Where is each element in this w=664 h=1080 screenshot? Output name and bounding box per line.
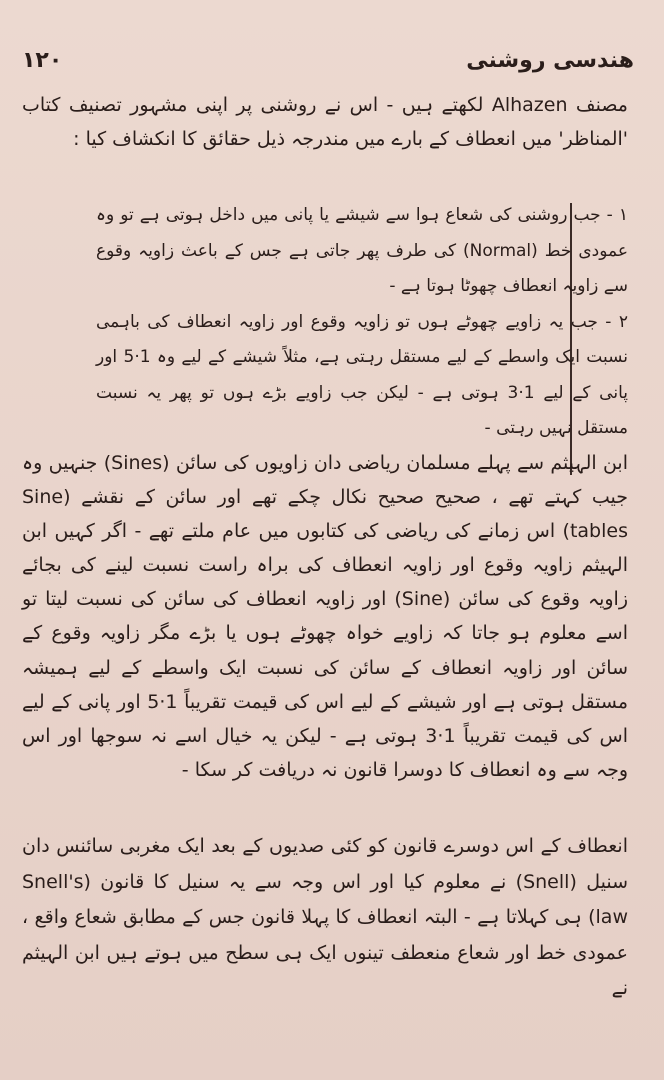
quoted-points	[96, 198, 628, 447]
paragraph-2-text: ابن الہیثم سے پہلے مسلمان ریاضی دان زاویوں کی سائن (Sines) جنہیں وہ جیب کہتے تھے ، صحیح صحیح نکال چکے تھے اور سائن کے نقشے (Sine tables) اس زمانے کی ریاضی کی کتابوں میں عام ملتے تھے - اگر کہیں ابن الہیثم زاویہ وقوع اور زاویہ انعطاف کی براہ راست نسبت لینے کی بجائے زاویہ وقوع کی سائن (Sine) اور زاویہ انعطاف کی سائن کی نسبت لیتا تو اسے معلوم ہو جاتا کہ زاویے خواہ چھوٹے ہوں یا بڑے مگر زاویہ وقوع کے سائن اور زاویہ انعطاف کے سائن کی نسبت ایک واسطے کے لیے ہمیشہ مستقل ہوتی ہے اور شیشے کے لیے اس کی قیمت تقریباً 1·5 اور پانی کے لیے اس کی قیمت تقریباً 1·3 ہوتی ہے - لیکن یہ خیال اسے نہ سوجھا اور اس وجہ سے وہ انعطاف کا دوسرا قانون نہ دریافت کر سکا -	[22, 452, 628, 781]
quoted-point-2: ۲ - جب یہ زاویے چھوٹے ہوں تو زاویہ وقوع اور زاویہ انعطاف کی باہمی نسبت ایک واسطے کے لیے مستقل رہتی ہے، مثلاً شیشے کے لیے وہ 1·5 اور پانی کے لیے 1·3 ہوتی ہے - لیکن جب زاویے بڑے ہوں تو پھر یہ نسبت مستقل نہیں رہتی -	[96, 311, 628, 438]
paragraph-3-text: انعطاف کے اس دوسرے قانون کو کئی صدیوں کے بعد ایک مغربی سائنس دان سنیل (Snell) نے معلوم کیا اور اس وجہ سے یہ سنیل کا قانون (Snell's law) ہی کہلاتا ہے - البتہ انعطاف کا پہلا قانون جس کے مطابق شعاع واقع ، عمودی خط اور شعاع منعطف تینوں ایک ہی سطح میں ہوتے ہیں ابن الہیثم نے	[22, 835, 628, 999]
page-number: ۱۲۰	[22, 47, 63, 73]
paragraph-sines	[22, 446, 628, 787]
paragraph-snell	[22, 829, 628, 1007]
page-header	[22, 40, 634, 80]
intro-text: مصنف Alhazen لکھتے ہیں - اس نے روشنی پر اپنی مشہور تصنیف کتاب 'المناظر' میں انعطاف کے بارے میں مندرجہ ذیل حقائق کا انکشاف کیا :	[22, 94, 628, 150]
intro-paragraph	[22, 88, 628, 156]
running-title: هندسی روشنی	[466, 47, 634, 73]
quoted-point-1: ۱ - جب روشنی کی شعاع ہوا سے شیشے یا پانی میں داخل ہوتی ہے تو وہ عمودی خط (Normal) کی طرف پھر جاتی ہے جس کے باعث زاویہ وقوع سے زاویہ انعطاف چھوٹا ہوتا ہے -	[96, 205, 628, 296]
